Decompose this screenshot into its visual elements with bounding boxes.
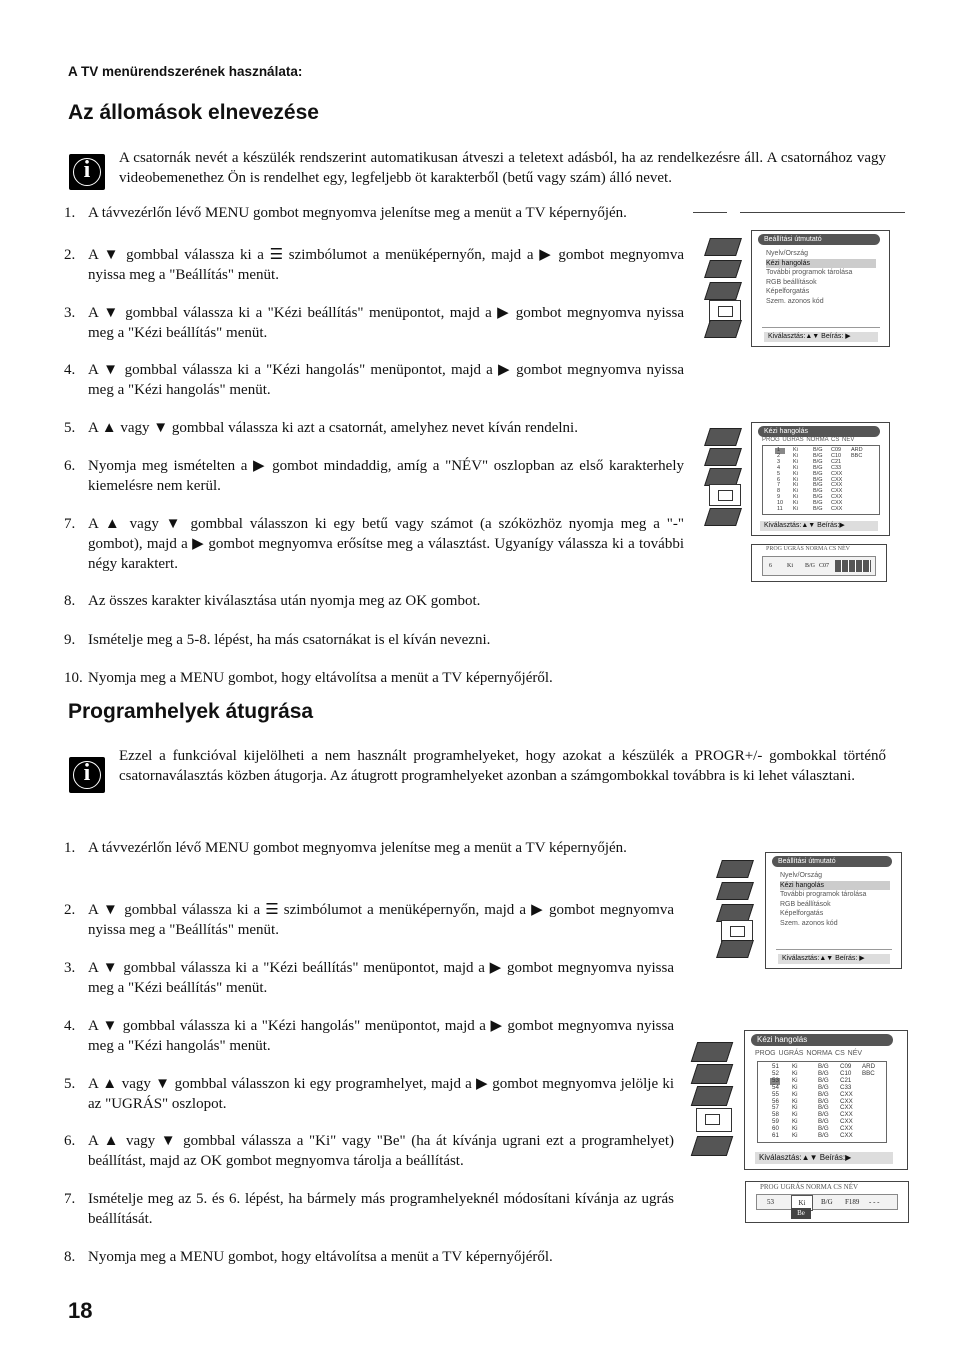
setup-tab-icon: [696, 1108, 732, 1132]
table-cell: Ki: [792, 1104, 798, 1112]
table-cell: C10: [840, 1069, 852, 1077]
table-cell: 61: [772, 1132, 779, 1139]
info-icon: i: [69, 757, 105, 793]
table-cell: Ki: [792, 1076, 798, 1084]
table-cell: B/G: [813, 476, 823, 483]
divider-short: [693, 212, 727, 213]
table-cell: B/G: [813, 482, 823, 489]
setup-tab-icon: [709, 484, 741, 506]
step-item: [64, 418, 684, 438]
step-text: A ▼ gombbal válassza ki a "Kézi hangolás" menüpontot, majd a ▶ gombot megnyomva nyissa meg a "Kézi hangolás" menüt.: [88, 1018, 674, 1054]
table-cell: Ki: [792, 1090, 798, 1098]
step-number: 6.: [64, 1133, 76, 1149]
tuning-menu-title: Kézi hangolás: [758, 426, 880, 437]
picture-tab-icon: [716, 860, 754, 878]
table-cell: C33: [840, 1083, 852, 1091]
table-cell: C09: [840, 1063, 852, 1070]
step-item: [64, 838, 674, 878]
step-text: A ▼ gombbal válassza ki a "Kézi hangolás" menüpontot, majd a ▶ gombot megnyomva nyissa meg a "Kézi hangolás" menüt.: [88, 362, 684, 398]
table-cell: 4: [777, 464, 781, 471]
table-cell: 5: [777, 470, 781, 477]
table-cell: B/G: [818, 1097, 829, 1105]
teletext-tab-icon: [716, 940, 754, 958]
table-cell: C09: [831, 447, 842, 453]
table-cell: 51: [772, 1063, 779, 1070]
table-cell: BBC: [862, 1069, 875, 1077]
table-cell: B/G: [813, 500, 823, 507]
table-cell: Ki: [793, 447, 798, 453]
table-cell: ARD: [862, 1063, 876, 1070]
table-cell: B/G: [818, 1090, 829, 1098]
table-cell: B/G: [818, 1076, 829, 1084]
strip-header: PROG UGRÁS NORMA CS NÉV: [760, 1183, 859, 1191]
step-item: [64, 1074, 674, 1114]
table-cell: Ki: [793, 458, 798, 465]
strip-skip: Ki: [791, 1195, 813, 1211]
step-number: 9.: [64, 632, 76, 648]
setup-menu-item: Szem. azonos kód: [766, 297, 824, 305]
step-text: Ismételje meg az 5. és 6. lépést, ha bármely más programhelyeknél módosítani kívánja az ugrás beállítását.: [88, 1191, 674, 1227]
table-cell: CXX: [831, 500, 843, 507]
step-item: [64, 203, 684, 223]
table-cell: 10: [777, 500, 784, 507]
step-item: [64, 514, 684, 574]
step-text: A távvezérlőn lévő MENU gombot megnyomva jelenítse meg a menüt a TV képernyőjén.: [88, 840, 627, 856]
strip-skip: Ki: [787, 563, 793, 569]
step-item: [64, 958, 674, 998]
step-item: [64, 1247, 674, 1267]
step-text: A ▲ vagy ▼ gombbal válasszon ki egy betű vagy számot (a szóközhöz nyomja meg a "-" gombot), majd a ▶ gombot megnyomva erősítse meg a választást. Ugyanígy válassza ki a további négy karaktert.: [88, 516, 684, 572]
strip-name: - - -: [869, 1198, 880, 1206]
step-number: 10.: [64, 670, 83, 686]
step-number: 7.: [64, 516, 76, 532]
table-cell: Ki: [793, 506, 798, 512]
table-cell: C33: [831, 464, 842, 471]
divider-long: [740, 212, 905, 213]
step-item: [64, 456, 684, 496]
strip-header: PROG UGRÁS NORMA CS NÉV: [766, 546, 851, 552]
tuning-strip-2: [745, 1181, 909, 1223]
table-cell: CXX: [840, 1097, 853, 1105]
table-cell: CXX: [831, 470, 843, 477]
setup-menu-item: További programok tárolása: [766, 269, 853, 276]
table-cell: 9: [777, 494, 781, 501]
teletext-tab-icon: [704, 508, 742, 526]
strip-skip-alt: Be: [791, 1208, 811, 1219]
step-text: A ▼ gombbal válassza ki a ☰ szimbólumot a menüképernyőn, majd a ▶ gombot megnyomva nyissa meg a "Beállítás" menüt.: [88, 247, 684, 283]
tv-setup-menu-1: [703, 230, 888, 345]
table-cell: 1: [777, 447, 781, 453]
table-cell: BBC: [851, 452, 863, 459]
tuning-table: [757, 1061, 887, 1143]
step-number: 7.: [64, 1191, 76, 1207]
table-cell: Ki: [793, 482, 798, 489]
table-cell: Ki: [793, 494, 798, 501]
table-cell: Ki: [793, 500, 798, 507]
setup-menu-item: További programok tárolása: [780, 891, 867, 898]
step-text: A ▼ gombbal válassza ki a "Kézi beállítás" menüpontot, majd a ▶ gombot megnyomva nyissa meg a "Kézi beállítás" menüt.: [88, 960, 674, 996]
table-cell: 6: [777, 476, 781, 483]
table-cell: Ki: [793, 470, 798, 477]
step-number: 8.: [64, 1249, 76, 1265]
features-tab-icon: [691, 1086, 733, 1106]
table-cell: B/G: [818, 1069, 829, 1077]
step-number: 3.: [64, 960, 76, 976]
info-icon: i: [69, 154, 105, 190]
tv-tuning-menu-2: [688, 1030, 906, 1168]
step-text: A ▲ vagy ▼ gombbal válassza a "Ki" vagy "Be" (ha át kívánja ugrani ezt a programhelyet) beállítást, majd az OK gombot megnyomva tárolja a beállítást.: [88, 1133, 674, 1169]
step-item: [64, 245, 684, 285]
sound-tab-icon: [691, 1064, 733, 1084]
step-item: [64, 591, 684, 611]
table-cell: B/G: [813, 488, 823, 495]
table-cell: 8: [777, 488, 781, 495]
step-number: 3.: [64, 305, 76, 321]
setup-tab-icon: [721, 920, 753, 942]
name-char-cells: [835, 560, 871, 572]
table-cell: CXX: [831, 494, 843, 501]
step-text: Nyomja meg a MENU gombot, hogy eltávolítsa a menüt a TV képernyőjéről.: [88, 1249, 553, 1265]
table-cell: CXX: [831, 482, 843, 489]
picture-tab-icon: [704, 238, 742, 256]
setup-menu-item: RGB beállítások: [766, 278, 817, 286]
table-cell: Ki: [793, 476, 798, 483]
setup-tab-icon: [709, 300, 741, 322]
table-cell: 3: [777, 458, 781, 465]
step-item: [64, 668, 684, 688]
step-text: Az összes karakter kiválasztása után nyomja meg az OK gombot.: [88, 593, 481, 609]
table-cell: Ki: [793, 452, 798, 459]
step-number: 6.: [64, 458, 76, 474]
sound-tab-icon: [716, 882, 754, 900]
step-text: A ▼ gombbal válassza ki a ☰ szimbólumot a menüképernyőn, majd a ▶ gombot megnyomva nyissa meg a "Beállítás" menüt.: [88, 902, 674, 938]
table-cell: CXX: [840, 1118, 853, 1126]
strip-norm: B/G: [805, 563, 816, 569]
table-cell: B/G: [818, 1132, 829, 1139]
step-text: A távvezérlőn lévő MENU gombot megnyomva jelenítse meg a menüt a TV képernyőjén.: [88, 205, 627, 221]
sound-tab-icon: [704, 448, 742, 466]
table-cell: B/G: [818, 1118, 829, 1126]
table-cell: CXX: [831, 476, 843, 483]
table-cell: B/G: [813, 452, 823, 459]
table-row: [758, 1133, 886, 1140]
tuning-menu-title: Kézi hangolás: [751, 1034, 893, 1046]
step-item: [64, 630, 684, 650]
step-item: [64, 1131, 674, 1171]
strip-prog: 6: [769, 563, 772, 569]
setup-menu-item: RGB beállítások: [780, 900, 831, 908]
table-cell: B/G: [813, 447, 823, 453]
step-number: 1.: [64, 840, 76, 856]
table-cell: CXX: [840, 1111, 853, 1119]
section-title-skip: Programhelyek átugrása: [68, 700, 314, 723]
setup-menu-item: Kézi hangolás: [766, 259, 876, 268]
table-cell: Ki: [792, 1125, 798, 1133]
step-text: Nyomja meg a MENU gombot, hogy eltávolítsa a menüt a TV képernyőjéről.: [88, 670, 553, 686]
table-cell: B/G: [813, 458, 823, 465]
table-cell: Ki: [792, 1083, 798, 1091]
table-cell: Ki: [792, 1132, 798, 1139]
page-number: 18: [68, 1298, 93, 1323]
step-item: [64, 360, 684, 400]
table-cell: 56: [772, 1097, 779, 1105]
setup-menu-item: Nyelv/Ország: [766, 250, 809, 257]
table-cell: B/G: [818, 1125, 829, 1133]
table-cell: CXX: [831, 488, 843, 495]
step-number: 4.: [64, 1018, 76, 1034]
picture-tab-icon: [691, 1042, 733, 1062]
tuning-menu-footer: Kiválasztás:▲▼ Beírás:▶: [760, 521, 878, 531]
step-item: [64, 900, 674, 940]
table-cell: 54: [772, 1083, 779, 1091]
step-number: 2.: [64, 247, 76, 263]
table-cell: B/G: [813, 494, 823, 501]
tuning-columns: PROG UGRÁS NORMA CS NÉV: [762, 437, 855, 443]
setup-menu-item: Képelforgatás: [766, 288, 810, 295]
setup-menu-footer: Kiválasztás:▲▼ Beírás: ▶: [764, 332, 878, 342]
setup-menu-footer: Kiválasztás:▲▼ Beírás: ▶: [778, 954, 890, 964]
table-cell: 60: [772, 1125, 779, 1133]
strip-cs: C07: [819, 563, 830, 569]
step-item: [64, 1189, 674, 1229]
teletext-tab-icon: [704, 320, 742, 338]
table-cell: C21: [840, 1076, 852, 1084]
tuning-menu-footer: Kiválasztás:▲▼ Beírás:▶: [755, 1152, 893, 1164]
table-cell: B/G: [813, 470, 823, 477]
features-tab-icon: [704, 282, 742, 300]
table-cell: ARD: [851, 447, 863, 453]
strip-prog: 53: [767, 1198, 774, 1206]
setup-menu-item: Képelforgatás: [780, 910, 824, 917]
setup-menu-item: Kézi hangolás: [780, 881, 890, 890]
step-number: 8.: [64, 593, 76, 609]
teletext-tab-icon: [691, 1136, 733, 1156]
table-cell: CXX: [840, 1104, 853, 1112]
step-number: 5.: [64, 1076, 76, 1092]
info-text-naming: A csatornák nevét a készülék rendszerint automatikusan átveszi a teletext adásból, ha az rendelkezésre áll. A csatornához vagy videobemenethez Ön is rendelhet egy, legfeljebb öt karakterből (betű vagy szám) álló nevet.: [119, 150, 886, 186]
table-row: [763, 507, 879, 513]
table-cell: B/G: [818, 1111, 829, 1119]
table-cell: 2: [777, 452, 781, 459]
tuning-strip-1: [751, 544, 887, 582]
info-text-skip: Ezzel a funkcióval kijelölheti a nem használt programhelyeket, hogy azokat a készülék a PROGR+/- gombokkal történő csatornaválasztás közben átugorja. Az átugrott programhelyeket azonban a számgombokkal továbbra is ki lehet választani.: [119, 748, 886, 784]
table-cell: 55: [772, 1090, 779, 1098]
table-cell: CXX: [840, 1090, 853, 1098]
table-cell: Ki: [793, 488, 798, 495]
table-cell: Ki: [792, 1063, 798, 1070]
table-cell: CXX: [840, 1132, 853, 1139]
table-cell: Ki: [792, 1118, 798, 1126]
table-cell: B/G: [818, 1063, 829, 1070]
strip-cs: F189: [845, 1198, 860, 1206]
picture-tab-icon: [704, 428, 742, 446]
tv-tuning-menu-1: [703, 422, 888, 534]
step-text: A ▲ vagy ▼ gombbal válasszon ki egy programhelyet, majd a ▶ gombot megnyomva jelölje ki az "UGRÁS" oszlopot.: [88, 1076, 674, 1112]
tv-setup-menu-2: [715, 852, 900, 967]
step-text: Nyomja meg ismételten a ▶ gombot mindaddig, amíg a "NÉV" oszlopban az első karakterhely kiemelésre nem kerül.: [88, 458, 684, 494]
setup-menu-title: Beállítási útmutató: [772, 856, 892, 867]
table-cell: B/G: [813, 506, 823, 512]
table-cell: C10: [831, 452, 842, 459]
sound-tab-icon: [704, 260, 742, 278]
step-text: A ▲ vagy ▼ gombbal válassza ki azt a csatornát, amelyhez nevet kíván rendelni.: [88, 420, 578, 436]
tuning-table: [762, 445, 880, 515]
table-cell: Ki: [792, 1111, 798, 1119]
table-cell: B/G: [818, 1104, 829, 1112]
table-cell: 52: [772, 1069, 779, 1077]
step-number: 4.: [64, 362, 76, 378]
table-cell: B/G: [813, 464, 823, 471]
step-number: 5.: [64, 420, 76, 436]
step-number: 2.: [64, 902, 76, 918]
table-cell: C21: [831, 458, 842, 465]
step-text: Ismételje meg a 5-8. lépést, ha más csatornákat is el kíván nevezni.: [88, 632, 491, 648]
table-cell: 58: [772, 1111, 779, 1119]
table-cell: 59: [772, 1118, 779, 1126]
table-cell: Ki: [792, 1097, 798, 1105]
tuning-columns: PROG UGRÁS NORMA CS NÉV: [755, 1050, 863, 1057]
table-cell: Ki: [793, 464, 798, 471]
table-cell: CXX: [840, 1125, 853, 1133]
section-label: A TV menürendszerének használata:: [68, 64, 303, 79]
step-item: [64, 1016, 674, 1056]
step-number: 1.: [64, 205, 76, 221]
setup-menu-item: Szem. azonos kód: [780, 919, 838, 927]
strip-norm: B/G: [821, 1198, 833, 1206]
table-cell: B/G: [818, 1083, 829, 1091]
step-item: [64, 303, 684, 343]
table-cell: Ki: [792, 1069, 798, 1077]
section-title-naming: Az állomások elnevezése: [68, 101, 319, 124]
table-cell: 57: [772, 1104, 779, 1112]
table-cell: 7: [777, 482, 781, 489]
table-cell: 53: [772, 1076, 779, 1084]
table-cell: CXX: [831, 506, 843, 512]
setup-menu-item: Nyelv/Ország: [780, 872, 823, 879]
step-text: A ▼ gombbal válassza ki a "Kézi beállítás" menüpontot, majd a ▶ gombot megnyomva nyissa meg a "Kézi beállítás" menüt.: [88, 305, 684, 341]
setup-menu-title: Beállítási útmutató: [758, 234, 880, 245]
table-cell: 11: [777, 506, 783, 512]
